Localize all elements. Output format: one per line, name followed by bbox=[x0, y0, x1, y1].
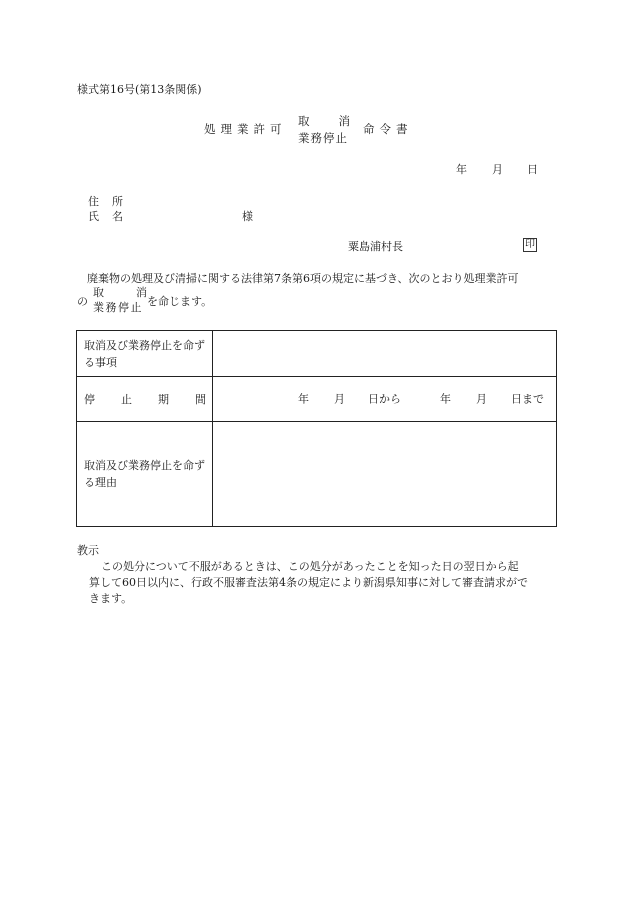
honorific: 様 bbox=[242, 210, 253, 223]
period-start-year: 年 bbox=[298, 392, 309, 406]
notice-line-1: この処分について不服があるときは、この処分があったことを知った日の翌日から起 bbox=[101, 560, 519, 573]
issuer-title: 粟島浦村長 bbox=[348, 240, 403, 253]
date-day: 日 bbox=[527, 163, 538, 176]
body-stack bbox=[93, 287, 147, 313]
title-stack-bottom: 業務停止 bbox=[298, 130, 348, 145]
row-value-reason bbox=[213, 422, 557, 527]
period-end-month: 月 bbox=[476, 392, 487, 406]
title-stack-top-left: 取 bbox=[298, 114, 310, 128]
period-start-month: 月 bbox=[334, 392, 345, 406]
title-order: 命令書 bbox=[363, 122, 413, 136]
title-stack bbox=[298, 116, 350, 144]
body-line-2-prefix: の bbox=[77, 295, 88, 308]
row-label-matters: 取消及び業務停止を命ずる事項 bbox=[77, 331, 213, 377]
body-line-2-suffix: を命じます。 bbox=[147, 295, 213, 308]
name-label: 氏 名 bbox=[88, 210, 123, 223]
title-stack-top-right: 消 bbox=[338, 114, 350, 128]
address-label: 住 所 bbox=[88, 195, 123, 208]
seal-icon: 印 bbox=[525, 239, 535, 250]
table-row bbox=[77, 422, 557, 527]
row-value-period bbox=[213, 377, 557, 422]
row-label-period: 停 止 期 間 bbox=[77, 377, 213, 422]
order-table bbox=[76, 330, 557, 527]
body-stack-top-right: 消 bbox=[136, 286, 147, 299]
date-year: 年 bbox=[456, 163, 467, 176]
period-end-day: 日まで bbox=[511, 392, 544, 406]
title-license: 処理業許可 bbox=[204, 122, 287, 136]
body-stack-top-left: 取 bbox=[93, 286, 104, 299]
notice-line-2: 算して60日以内に、行政不服審査法第4条の規定により新潟県知事に対して審査請求がで bbox=[89, 576, 528, 589]
table-row bbox=[77, 377, 557, 422]
row-label-reason: 取消及び業務停止を命ずる理由 bbox=[77, 422, 213, 527]
row-value-matters bbox=[213, 331, 557, 377]
period-start-day: 日から bbox=[368, 392, 401, 406]
period-end-year: 年 bbox=[440, 392, 451, 406]
form-number: 様式第16号(第13条関係) bbox=[77, 83, 202, 96]
date-month: 月 bbox=[492, 163, 503, 176]
notice-line-3: きます。 bbox=[89, 592, 133, 605]
table-row bbox=[77, 331, 557, 377]
body-stack-bottom: 業務停止 bbox=[93, 301, 143, 314]
body-line-1: 廃棄物の処理及び清掃に関する法律第7条第6項の規定に基づき、次のとおり処理業許可 bbox=[87, 272, 519, 285]
notice-heading: 教示 bbox=[77, 544, 99, 557]
